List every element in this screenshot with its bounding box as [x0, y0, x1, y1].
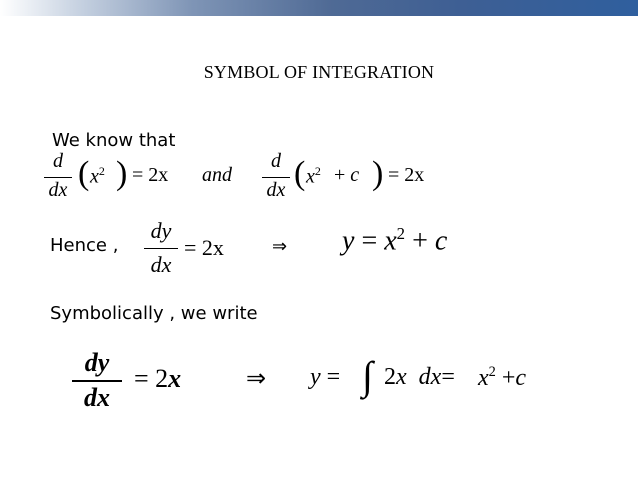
denominator: dx	[266, 179, 286, 201]
equals-2x: = 2x	[132, 164, 169, 186]
numerator: d	[271, 150, 281, 172]
x-term: $x^2$	[306, 164, 321, 188]
and-word: and	[202, 164, 232, 186]
denominator: dx	[150, 252, 172, 277]
numerator: dy	[150, 218, 172, 243]
integrand: 2x dx=	[384, 364, 455, 390]
y-result: $y = x^2 + c$	[342, 224, 448, 257]
equals-2x: = 2x	[388, 164, 425, 186]
hence-label: Hence ,	[50, 235, 119, 256]
denominator: dx	[48, 179, 68, 201]
numerator: dy	[84, 348, 110, 377]
x-term: $x^2$	[90, 164, 105, 188]
fraction-dy-dx-1	[144, 218, 178, 278]
header-bar	[0, 0, 638, 16]
fraction-d-dx-2	[262, 150, 290, 202]
result-expression: $x^2 +c$	[478, 364, 527, 391]
y-equals: y =	[310, 364, 341, 390]
integral-icon: ∫	[362, 353, 373, 398]
intro-line: We know that	[52, 130, 176, 151]
right-paren: )	[372, 155, 384, 192]
fraction-bar	[72, 380, 122, 382]
implies-arrow: ⇒	[246, 366, 267, 392]
plus-c: + c	[334, 164, 360, 186]
fraction-bar	[144, 248, 178, 249]
numerator: d	[53, 150, 63, 172]
equals-2x-bold: = 2x	[134, 364, 182, 393]
fraction-dy-dx-2	[72, 348, 122, 410]
page-title: SYMBOL OF INTEGRATION	[203, 62, 435, 82]
fraction-bar	[262, 177, 290, 178]
implies-arrow: ⇒	[272, 236, 288, 256]
symbolic-line: Symbolically , we write	[50, 303, 258, 324]
left-paren: (	[294, 155, 306, 192]
equals-2x: = 2x	[184, 235, 224, 260]
right-paren: )	[116, 155, 128, 192]
fraction-d-dx-1	[44, 150, 72, 202]
denominator: dx	[84, 383, 110, 412]
left-paren: (	[78, 155, 90, 192]
fraction-bar	[44, 177, 72, 178]
